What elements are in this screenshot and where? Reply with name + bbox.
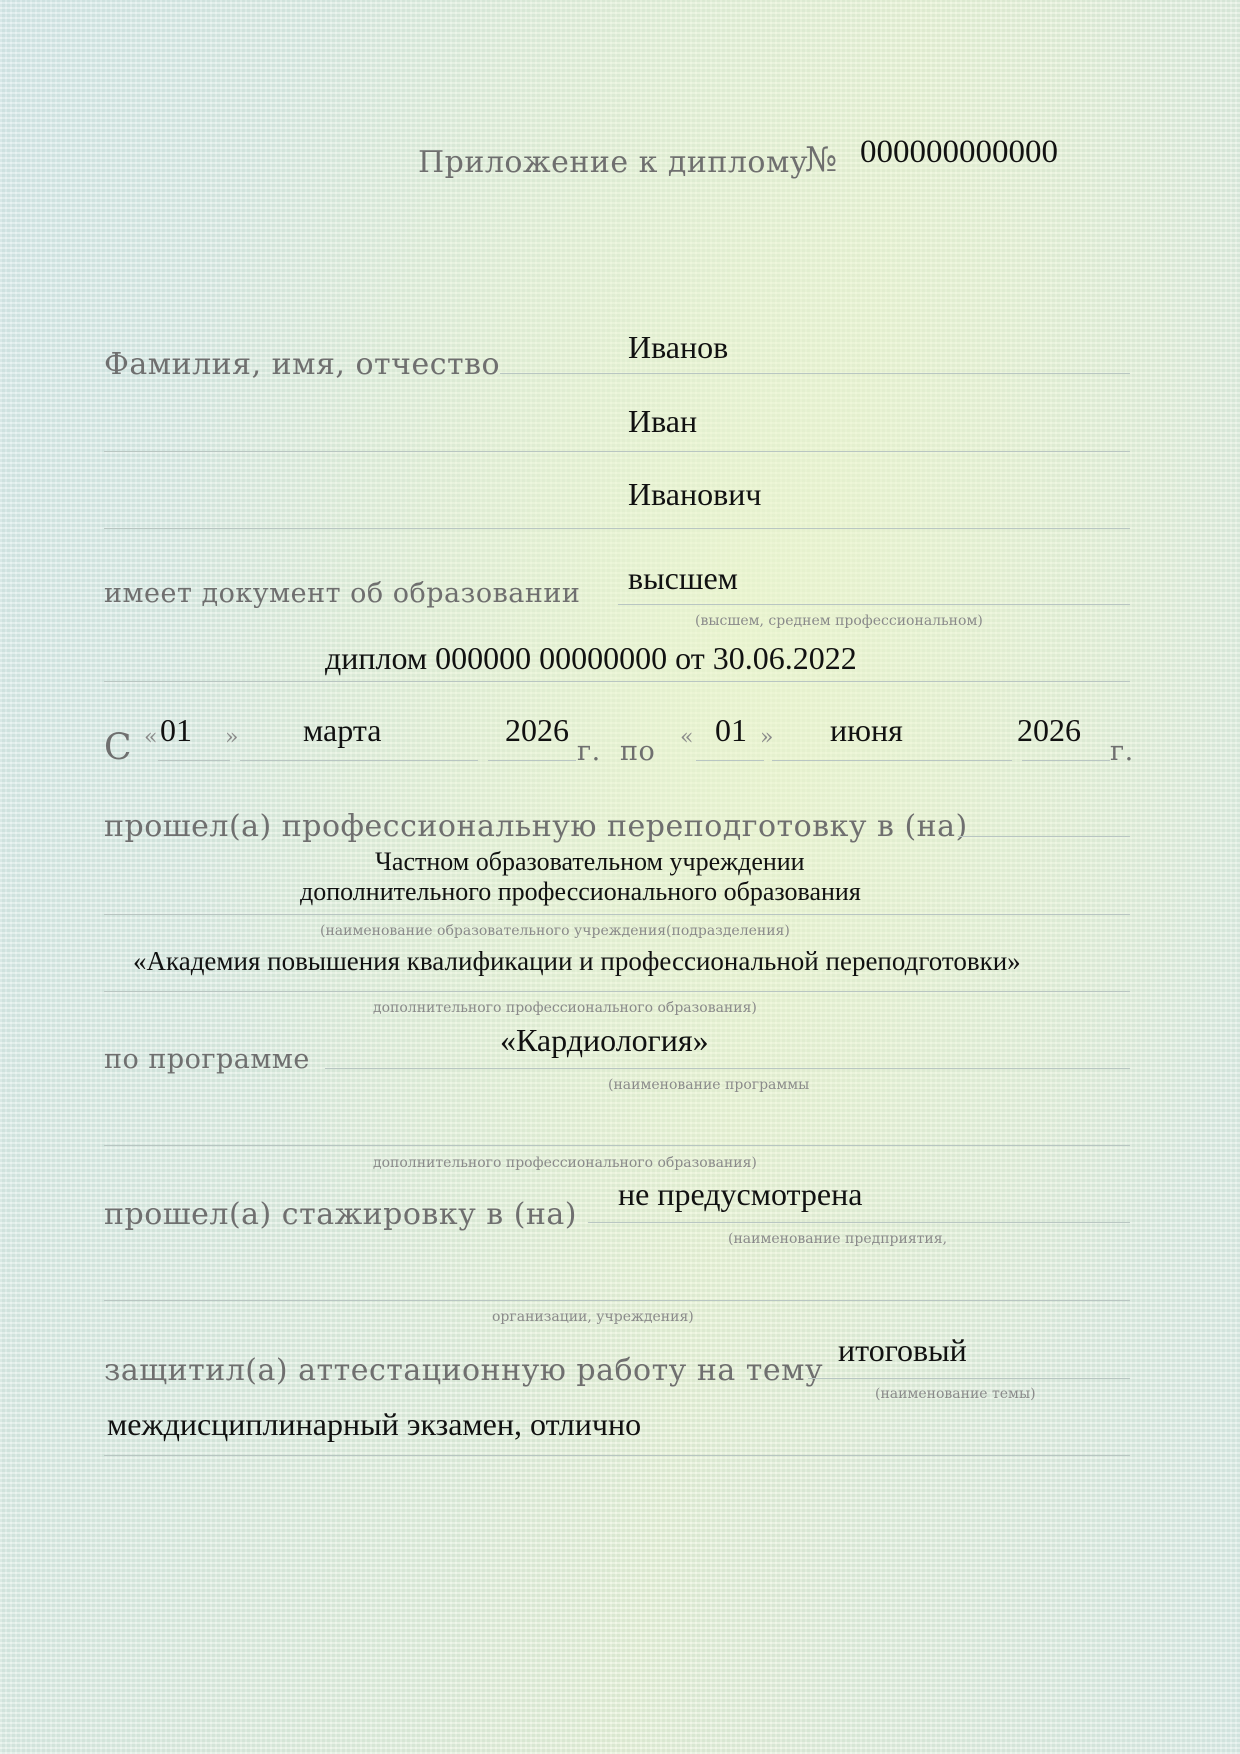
- institution-name-value: «Академия повышения квалификации и профессиональной переподготовки»: [133, 946, 1021, 976]
- internship-caption-2: организации, учреждения): [492, 1309, 694, 1325]
- period-from-day: 01: [160, 712, 192, 748]
- thesis-value: итоговый: [838, 1332, 967, 1368]
- thesis-line: [808, 1378, 1130, 1379]
- number-sign: №: [805, 140, 838, 180]
- thesis-result-value: междисциплинарный экзамен, отлично: [107, 1406, 642, 1442]
- internship-line: [588, 1222, 1130, 1223]
- to-year-line: [1022, 760, 1110, 761]
- thesis-caption: (наименование темы): [875, 1386, 1036, 1402]
- full-name-label: Фамилия, имя, отчество: [104, 347, 501, 382]
- internship-label: прошел(а) стажировку в (на): [104, 1197, 577, 1232]
- period-to-label: по: [620, 736, 656, 767]
- to-day-line: [696, 760, 764, 761]
- to-month-line: [772, 760, 1012, 761]
- program-second-line: [104, 1145, 1130, 1146]
- to-year-suffix: г.: [1110, 736, 1134, 767]
- surname-value: Иванов: [628, 329, 729, 365]
- from-close-quote: »: [225, 725, 239, 750]
- institution-line: [104, 914, 1130, 915]
- period-from-month: марта: [303, 712, 382, 748]
- institution-caption: (наименование образовательного учреждения(подразделения): [320, 923, 790, 939]
- from-day-line: [158, 760, 230, 761]
- institution-line-1: Частном образовательном учреждении: [375, 847, 805, 876]
- internship-second-line: [104, 1300, 1130, 1301]
- program-name-line: [325, 1068, 1130, 1069]
- education-label: имеет документ об образовании: [104, 578, 581, 609]
- period-from-year: 2026: [505, 712, 569, 748]
- thesis-label: защитил(а) аттестационную работу на тему: [104, 1353, 824, 1388]
- diploma-number: 000000000000: [860, 134, 1058, 170]
- document-title: Приложение к диплому: [418, 145, 808, 180]
- from-month-line: [240, 760, 478, 761]
- retraining-label: прошел(а) профессиональную переподготовку в (на): [104, 809, 968, 844]
- from-year-line: [488, 760, 576, 761]
- patronymic-value: Иванович: [628, 476, 762, 512]
- period-to-day: 01: [715, 712, 747, 748]
- internship-caption: (наименование предприятия,: [728, 1231, 948, 1247]
- first-name-value: Иван: [628, 403, 698, 439]
- thesis-result-line: [104, 1455, 1130, 1456]
- from-year-suffix: г.: [577, 736, 601, 767]
- period-from-label: С: [104, 727, 133, 768]
- program-caption-2: дополнительного профессионального образования): [373, 1155, 757, 1171]
- institution-caption-2: дополнительного профессионального образования): [373, 1000, 757, 1016]
- education-level-line: [618, 604, 1130, 605]
- patronymic-line: [104, 528, 1130, 529]
- period-to-year: 2026: [1017, 712, 1081, 748]
- education-level-caption: (высшем, среднем профессиональном): [695, 613, 983, 629]
- first-name-line: [104, 451, 1130, 452]
- retraining-line: [958, 836, 1130, 837]
- program-label: по программе: [104, 1044, 310, 1075]
- program-caption: (наименование программы: [608, 1077, 810, 1093]
- institution-name-line: [104, 991, 1130, 992]
- institution-line-2: дополнительного профессионального образования: [300, 877, 861, 906]
- education-document-value: диплом 000000 00000000 от 30.06.2022: [325, 640, 857, 676]
- education-level-value: высшем: [628, 560, 738, 596]
- internship-value: не предусмотрена: [618, 1176, 863, 1212]
- surname-line: [500, 373, 1130, 374]
- from-open-quote: «: [144, 725, 158, 750]
- education-document-line: [104, 681, 1130, 682]
- period-to-month: июня: [830, 712, 903, 748]
- to-open-quote: «: [680, 725, 694, 750]
- program-name-value: «Кардиология»: [500, 1022, 709, 1058]
- to-close-quote: »: [760, 725, 774, 750]
